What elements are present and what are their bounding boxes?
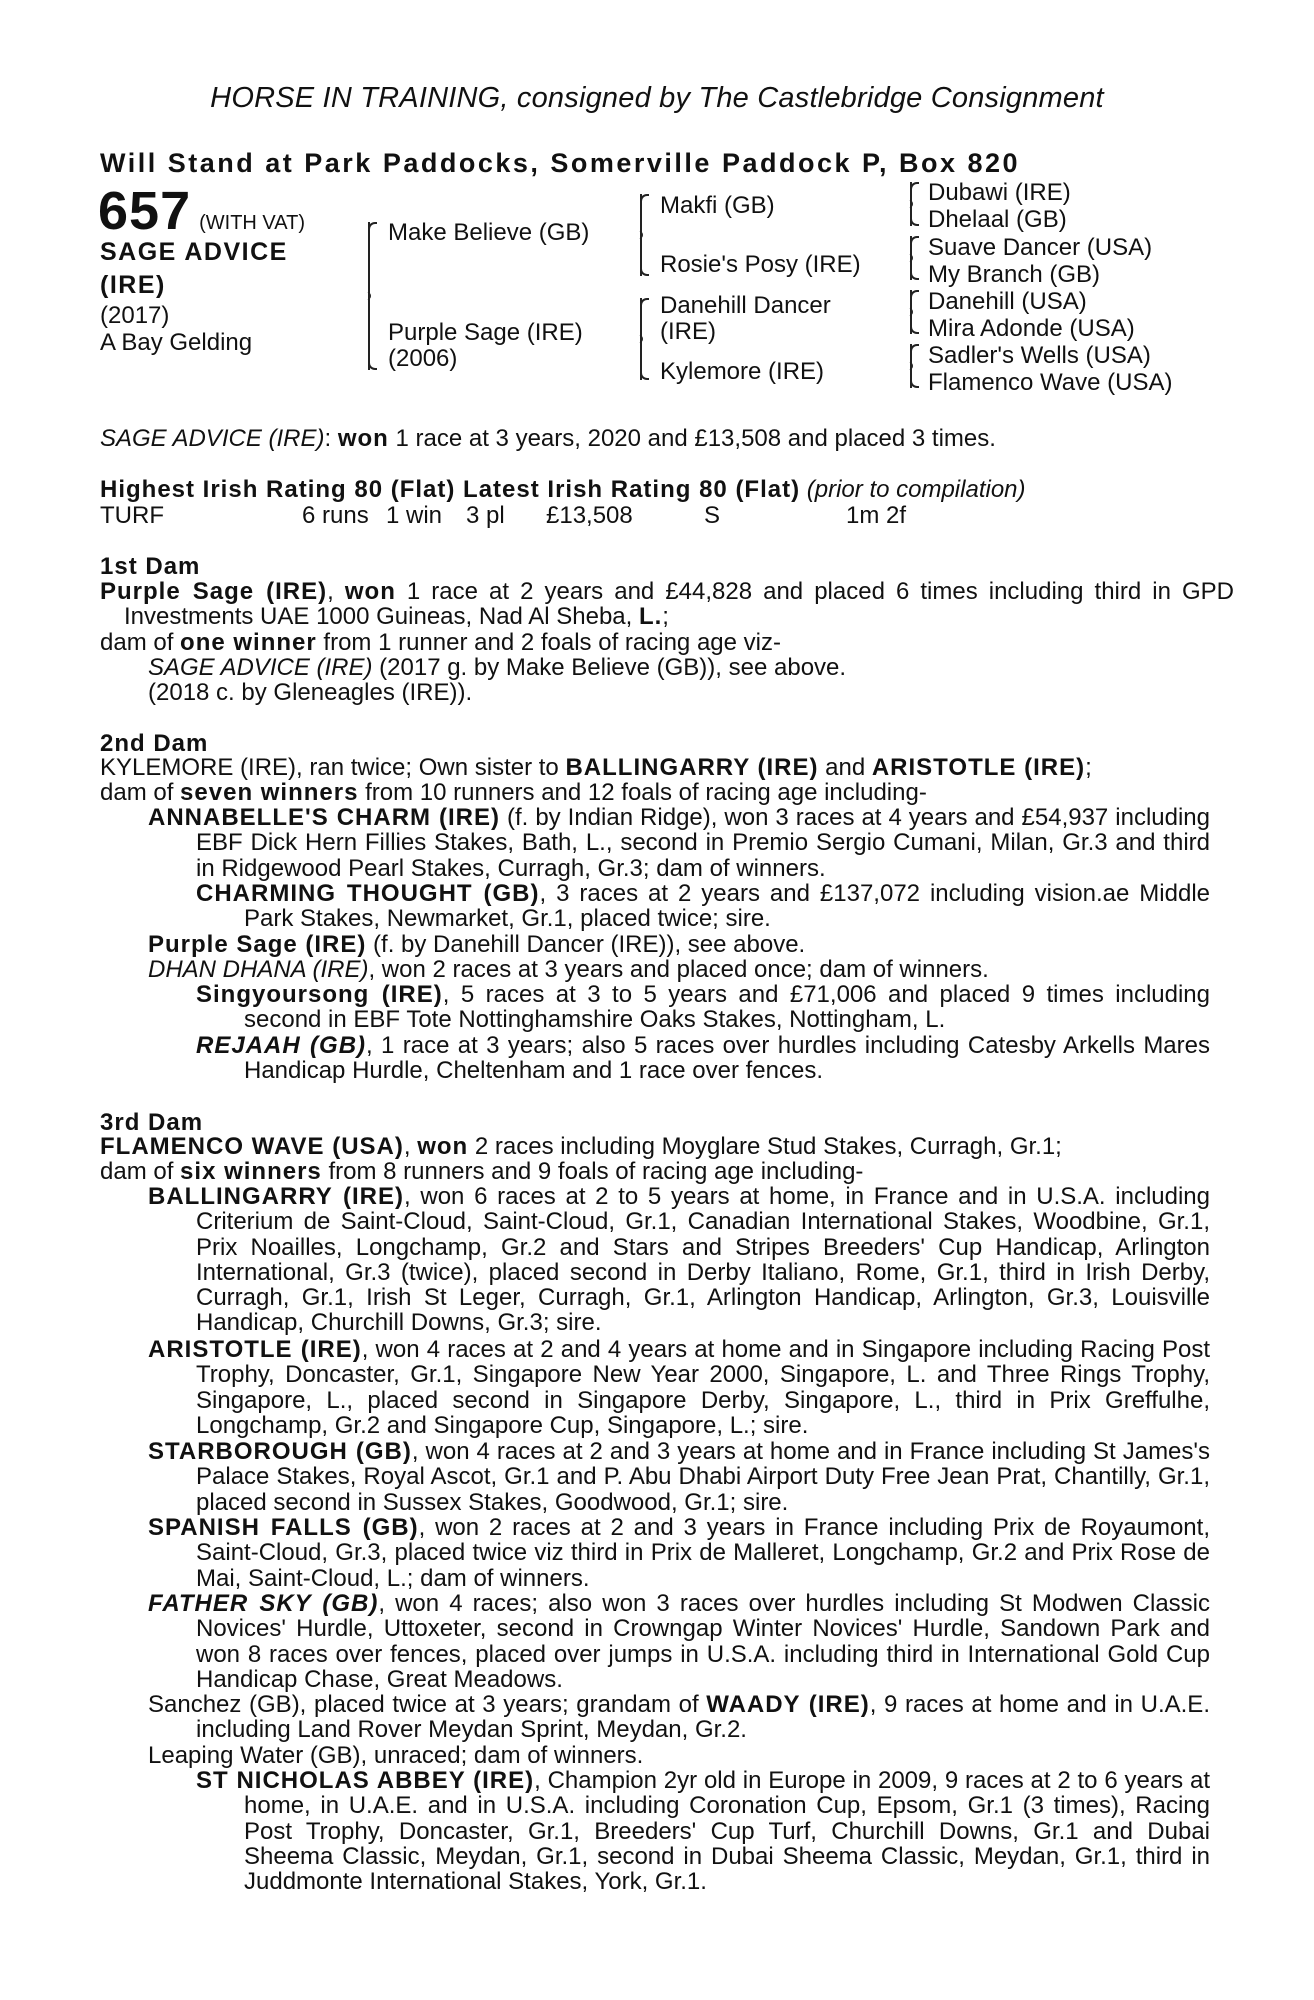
- entry-name: Singyoursong (IRE): [196, 981, 443, 1008]
- entry-name: DHAN DHANA (IRE): [148, 956, 369, 983]
- stand-location: Will Stand at Park Paddocks, Somerville Paddock P, Box 820: [100, 148, 1021, 178]
- third-dam-produce-b: six winners: [180, 1158, 322, 1185]
- third-dam-produce-c: from 8 runners and 9 foals of racing age including-: [321, 1158, 864, 1185]
- third-dam-intro-a: FLAMENCO WAVE (USA): [100, 1133, 404, 1160]
- third-dam-intro-b: ,: [403, 1133, 418, 1160]
- ped-my-branch: My Branch (GB): [928, 261, 1101, 288]
- third-dam-produce-a: dam of: [100, 1158, 181, 1185]
- entry-text: (f. by Danehill Dancer (IRE)), see above.: [366, 931, 806, 958]
- record-surface: TURF: [100, 502, 164, 529]
- third-dam-entry-4: [148, 1515, 1210, 1591]
- entry-name: CHARMING THOUGHT (GB): [196, 880, 540, 907]
- summary-won: won: [337, 425, 389, 452]
- ped-flamenco-wave: Flamenco Wave (USA): [928, 369, 1173, 396]
- entry-name: STARBOROUGH (GB): [148, 1438, 412, 1465]
- brace-rosie: [910, 236, 912, 280]
- second-dam-entry-4: [148, 957, 1210, 982]
- dam-sire-line2: (IRE): [660, 318, 716, 345]
- third-dam-produce: [100, 1159, 1210, 1184]
- ped-dhelaal: Dhelaal (GB): [928, 206, 1067, 233]
- first-dam-won: won: [344, 578, 396, 605]
- first-dam-name: Purple Sage (IRE): [100, 578, 328, 605]
- first-dam-produce-a: dam of: [100, 629, 181, 656]
- entry-name: ST NICHOLAS ABBEY (IRE): [196, 1767, 535, 1794]
- entry-text: (f. by Indian Ridge), won 3 races at 4 years and £54,937 including EBF Dick Hern Fillies Stakes, Bath, L., second in Premio Sergio Cumani, Milan, Gr.3 and third in Ridgewood Pearl Stakes, Curragh, Gr.3; dam of winners.: [196, 804, 1211, 882]
- rating-label: Highest Irish Rating 80 (Flat) Latest Irish Rating 80 (Flat): [100, 476, 801, 503]
- entry-text-b: , 9 races at home and in U.A.E. including Land Rover Meydan Sprint, Meydan, Gr.2.: [196, 1691, 1210, 1744]
- entry-name: ARISTOTLE (IRE): [148, 1336, 362, 1363]
- first-dam-produce-b: one winner: [180, 629, 317, 656]
- ped-mira-adonde: Mira Adonde (USA): [928, 315, 1135, 342]
- third-dam-entry-5: [148, 1591, 1210, 1692]
- sire-sire: Makfi (GB): [660, 192, 775, 219]
- third-dam-intro-d: 2 races including Moyglare Stud Stakes, Curragh, Gr.1;: [468, 1133, 1062, 1160]
- ped-dubawi: Dubawi (IRE): [928, 179, 1071, 206]
- third-dam-entry-7: Leaping Water (GB), unraced; dam of winners.: [148, 1742, 644, 1769]
- lot-number-value: 657: [98, 181, 192, 241]
- lot-number: [98, 180, 305, 242]
- third-dam-entry-2: [148, 1337, 1210, 1438]
- record-placed: 3 pl: [466, 502, 505, 529]
- second-dam-intro-a: KYLEMORE (IRE), ran twice; Own sister to: [100, 754, 566, 781]
- summary-horse-name: SAGE ADVICE (IRE): [100, 425, 325, 452]
- third-dam-title: 3rd Dam: [100, 1109, 204, 1136]
- race-summary: SAGE ADVICE (IRE): won 1 race at 3 years, 2020 and £13,508 and placed 3 times.: [100, 425, 996, 452]
- first-dam-text-end: ;: [662, 603, 669, 631]
- entry-name: Purple Sage (IRE): [148, 931, 367, 958]
- third-dam-entry-1: [148, 1184, 1210, 1336]
- ped-suave-dancer: Suave Dancer (USA): [928, 234, 1153, 261]
- brace-kylemore: [910, 344, 912, 388]
- entry-text: , Champion 2yr old in Europe in 2009, 9 races at 2 to 6 years at home, in U.A.E. and in U.S.A. including Coronation Cup, Epsom, Gr.1 (3 times), Racing Post Trophy, Doncaster, Gr.1, Breeders' Cup Turf, Churchill Downs, Gr.1 and Dubai Sheema Classic, Meydan, Gr.1, second in Dubai Sheema Classic, Meydan, Gr.1, third in Juddmonte International Stakes, York, Gr.1.: [244, 1767, 1210, 1896]
- third-dam-intro: [100, 1134, 1210, 1159]
- second-dam-entry-3: [148, 932, 1210, 957]
- rating-note: (prior to compilation): [806, 476, 1026, 503]
- second-dam-produce: [100, 780, 1210, 805]
- second-dam-produce-a: dam of: [100, 779, 181, 806]
- brace-danehill-dancer: [910, 290, 912, 334]
- record-going: S: [704, 502, 721, 529]
- rating-line: [100, 477, 1210, 502]
- entry-name: REJAAH (GB): [196, 1032, 367, 1059]
- third-dam-entry-8: [196, 1768, 1210, 1894]
- sire-dam-brace: [368, 222, 370, 370]
- first-dam-record: Purple Sage (IRE), won 1 race at 2 years and £44,828 and placed 6 times including third in GPD Investments UAE 1000 Guineas, Nad Al Sheba, L.;: [100, 578, 1235, 631]
- dam-parents-brace: [640, 298, 642, 380]
- foal-1-name: SAGE ADVICE (IRE): [148, 654, 373, 681]
- dam-dam: Kylemore (IRE): [660, 358, 825, 385]
- entry-name: BALLINGARRY (IRE): [148, 1183, 405, 1210]
- summary-text: 1 race at 3 years, 2020 and £13,508 and placed 3 times.: [388, 425, 996, 452]
- dam: Purple Sage (IRE): [388, 319, 583, 346]
- record-money: £13,508: [546, 502, 633, 529]
- vat-label: (WITH VAT): [199, 212, 306, 234]
- horse-name: [100, 236, 330, 302]
- third-dam-entry-3: [148, 1439, 1210, 1515]
- second-dam-entry-1: [148, 805, 1210, 881]
- sire-dam: Rosie's Posy (IRE): [660, 251, 861, 278]
- horse-description: A Bay Gelding: [100, 329, 253, 356]
- entry-text: , 1 race at 3 years; also 5 races over hurdles including Catesby Arkells Mares Handicap Hurdle, Cheltenham and 1 race over fences.: [244, 1032, 1210, 1085]
- entry-name: ANNABELLE'S CHARM (IRE): [148, 804, 501, 831]
- foal-1-text: (2017 g. by Make Believe (GB)), see above.: [372, 654, 847, 681]
- first-dam-produce: [100, 630, 1210, 655]
- second-dam-intro-e: ;: [1085, 754, 1092, 781]
- record-wins: 1 win: [386, 502, 443, 529]
- third-dam-intro-c: won: [417, 1133, 469, 1160]
- entry-text: , won 4 races at 2 and 4 years at home and in Singapore including Racing Post Trophy, Doncaster, Gr.1, Singapore New Year 2000, Singapore, L. and Three Rings Trophy, Singapore, L., placed second in Singapore Derby, Singapore, L., third in Prix Greffulhe, Longchamp, Gr.2 and Singapore Cup, Singapore, L.; sire.: [196, 1336, 1210, 1439]
- dam-year: (2006): [388, 345, 458, 372]
- entry-text-a: Sanchez (GB), placed twice at 3 years; grandam of: [148, 1691, 707, 1718]
- entry-text: , 5 races at 3 to 5 years and £71,006 and placed 9 times including second in EBF Tote Nottinghamshire Oaks Stakes, Nottingham, L.: [244, 981, 1210, 1034]
- second-dam-produce-c: from 10 runners and 12 foals of racing age including-: [358, 779, 927, 806]
- first-dam-listed: L.: [638, 603, 663, 631]
- entry-text: , 3 races at 2 years and £137,072 including vision.ae Middle Park Stakes, Newmarket, Gr.1, placed twice; sire.: [244, 880, 1210, 933]
- ped-danehill: Danehill (USA): [928, 288, 1087, 315]
- second-dam-entry-6: [196, 1033, 1210, 1084]
- second-dam-intro: [100, 755, 1210, 780]
- entry-text: , won 4 races; also won 3 races over hurdles including St Modwen Classic Novices' Hurdle, Uttoxeter, second in Crowngap Winter Novices' Hurdle, Sandown Park and won 8 races over fences, placed over jumps in U.S.A. including third in International Gold Cup Handicap Chase, Great Meadows.: [196, 1590, 1211, 1693]
- sire-parents-brace: [640, 194, 642, 276]
- entry-text: , won 4 races at 2 and 3 years at home and in France including St James's Palace Stakes, Royal Ascot, Gr.1 and P. Abu Dhabi Airport Duty Free Jean Prat, Chantilly, Gr.1, placed second in Sussex Stakes, Goodwood, Gr.1; sire.: [196, 1438, 1210, 1516]
- entry-name: FATHER SKY (GB): [148, 1590, 379, 1617]
- record-runs: 6 runs: [302, 502, 369, 529]
- horse-name-line2: (IRE): [100, 271, 166, 299]
- second-dam-intro-c: and: [818, 754, 872, 781]
- page-header: HORSE IN TRAINING, consigned by The Castlebridge Consignment: [210, 82, 1104, 114]
- second-dam-entry-2: [196, 881, 1210, 932]
- horse-year: (2017): [100, 302, 170, 329]
- first-dam-produce-c: from 1 runner and 2 foals of racing age viz-: [316, 629, 781, 656]
- sire: Make Believe (GB): [388, 219, 590, 246]
- first-dam-title: 1st Dam: [100, 553, 201, 580]
- brace-makfi: [910, 182, 912, 226]
- third-dam-entry-6: [148, 1692, 1210, 1743]
- second-dam-intro-b: BALLINGARRY (IRE): [565, 754, 819, 781]
- entry-name: WAADY (IRE): [706, 1691, 870, 1718]
- record-distance: 1m 2f: [846, 502, 907, 529]
- second-dam-entry-5: [196, 982, 1210, 1033]
- ped-sadlers-wells: Sadler's Wells (USA): [928, 342, 1151, 369]
- entry-text: , won 2 races at 2 and 3 years in France including Prix de Royaumont, Saint-Cloud, Gr.3, placed twice viz third in Prix de Malleret, Longchamp, Gr.2 and Prix Rose de Mai, Saint-Cloud, L.; dam of winners.: [196, 1514, 1210, 1592]
- first-dam-foal-2: (2018 c. by Gleneagles (IRE)).: [148, 679, 473, 706]
- second-dam-intro-d: ARISTOTLE (IRE): [871, 754, 1086, 781]
- first-dam-text: 1 race at 2 years and £44,828 and placed 6 times including third in GPD Investments UAE 1000 Guineas, Nad Al Sheba,: [124, 578, 1235, 631]
- entry-text: , won 6 races at 2 to 5 years at home, in France and in U.S.A. including Criterium de Saint-Cloud, Saint-Cloud, Gr.1, Canadian International Stakes, Woodbine, Gr.1, Prix Noailles, Longchamp, Gr.2 and Stars and Stripes Breeders' Cup Handicap, Arlington International, Gr.3 (twice), placed second in Derby Italiano, Rome, Gr.1, third in Irish Derby, Curragh, Gr.1, Irish St Leger, Curragh, Gr.1, Arlington Handicap, Arlington, Gr.3, Louisville Handicap, Churchill Downs, Gr.3; sire.: [196, 1183, 1210, 1337]
- horse-name-line1: SAGE ADVICE: [100, 238, 288, 266]
- entry-name: SPANISH FALLS (GB): [148, 1514, 419, 1541]
- entry-text: , won 2 races at 3 years and placed once; dam of winners.: [368, 956, 989, 983]
- second-dam-produce-b: seven winners: [180, 779, 359, 806]
- dam-sire-line1: Danehill Dancer: [660, 292, 831, 319]
- second-dam-title: 2nd Dam: [100, 730, 209, 757]
- first-dam-foal-1: [148, 655, 1258, 680]
